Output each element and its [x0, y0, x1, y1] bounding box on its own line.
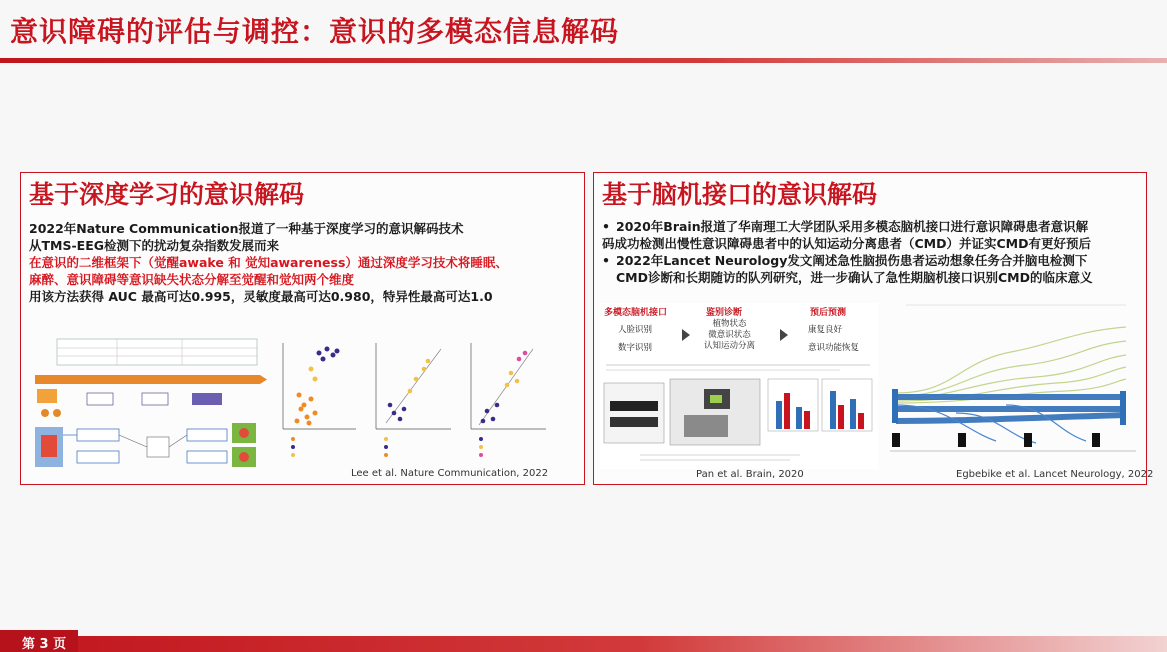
- bci-text: [602, 218, 1142, 286]
- bci-heading: 基于脑机接口的意识解码: [602, 180, 878, 209]
- bci-bullet-2-line-1: 2022年Lancet Neurology发文阐述急性脑损伤患者运动想象任务合并脑电检测下: [616, 253, 1088, 268]
- bci-panel: [593, 172, 1154, 485]
- flow-box3-items: [808, 321, 859, 357]
- deep-learning-panel: [20, 172, 585, 485]
- flow-box2-items: [704, 319, 755, 352]
- flow-arrow-icon: [682, 329, 690, 341]
- bci-bullet-1-line-2: 码成功检测出慢性意识障碍患者中的认知运动分离患者（CMD）并证实CMD有更好预后: [602, 236, 1091, 251]
- bci-bullet-1: [602, 218, 1142, 235]
- flow-box1-item: 数字识别: [618, 343, 653, 353]
- doc-scatter-plot: [461, 339, 551, 459]
- flow-box2-title: 鉴别诊断: [706, 308, 743, 318]
- bci-bullet-1-line-1: 2020年Brain报道了华南理工大学团队采用多模态脑机接口进行意识障碍患者意识解: [616, 219, 1089, 234]
- cmd-outcome-flow-chart: [886, 301, 1142, 465]
- deep-learning-pipeline-figure: [27, 337, 267, 477]
- bci-flow-figure: [600, 303, 878, 469]
- awareness-scatter-plot: [366, 339, 456, 459]
- footer-bar: [0, 636, 1167, 652]
- dl-line-3: 在意识的二维框架下（觉醒awake 和 觉知awareness）通过深度学习技术将睡眠、: [29, 255, 508, 270]
- title-divider: [0, 58, 1167, 63]
- dl-line-1: 2022年Nature Communication报道了一种基于深度学习的意识解码技术: [29, 221, 464, 236]
- flow-box1-item: 人脸识别: [618, 325, 653, 335]
- deep-learning-text: [29, 220, 579, 305]
- page-number: 第 3 页: [0, 630, 78, 652]
- flow-arrow-icon: [780, 329, 788, 341]
- flow-box3-item: 意识功能恢复: [808, 343, 860, 353]
- flow-box3-item: 康复良好: [808, 325, 843, 335]
- dl-line-5: 用该方法获得 AUC 最高可达0.995，灵敏度最高可达0.980，特异性最高可达1.0: [29, 289, 493, 304]
- dl-line-2: 从TMS-EEG检测下的扰动复杂指数发展而来: [29, 238, 279, 253]
- pan-citation: Pan et al. Brain, 2020: [696, 469, 804, 480]
- deep-learning-heading: 基于深度学习的意识解码: [29, 180, 305, 209]
- bci-bullet-2-line-2: CMD诊断和长期随访的队列研究，进一步确认了急性期脑机接口识别CMD的临床意义: [616, 270, 1093, 285]
- dl-line-4: 麻醉、意识障碍等意识缺失状态分解至觉醒和觉知两个维度: [29, 272, 355, 287]
- awake-scatter-plot: [271, 339, 361, 459]
- flow-box1-title: 多模态脑机接口: [604, 308, 668, 318]
- flow-box3-title: 预后预测: [810, 308, 847, 318]
- bullet-symbol: •: [602, 253, 610, 268]
- egbebike-citation: Egbebike et al. Lancet Neurology, 2022: [956, 469, 1154, 480]
- lee-citation: Lee et al. Nature Communication, 2022: [351, 468, 549, 479]
- bci-bullet-2: [602, 252, 1142, 269]
- bci-results-thumbnails: [600, 361, 878, 467]
- flow-box2-item: 植物状态: [712, 319, 747, 329]
- flow-box2-item: 认知运动分离: [704, 341, 756, 351]
- flow-box2-item: 微意识状态: [708, 330, 751, 340]
- flow-box1-items: [618, 321, 652, 357]
- slide-title: 意识障碍的评估与调控：意识的多模态信息解码: [10, 15, 620, 48]
- bullet-symbol: •: [602, 219, 610, 234]
